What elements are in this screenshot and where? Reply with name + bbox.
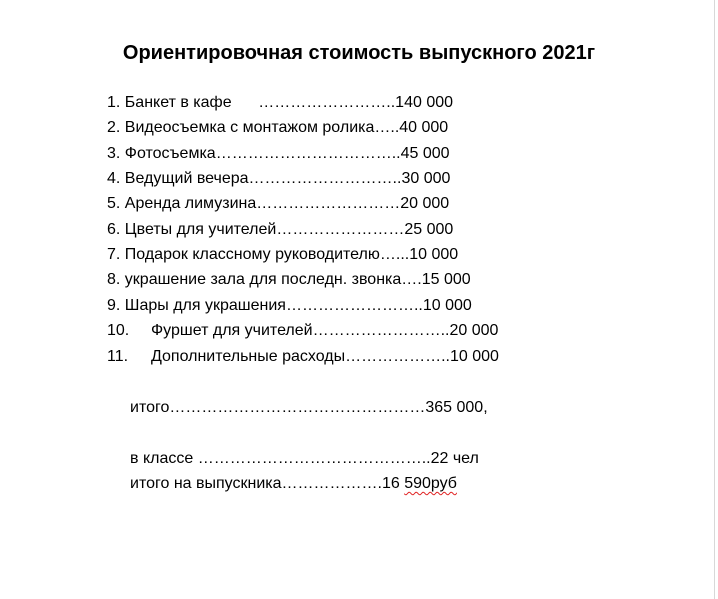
list-item-text: Шары для украшения……………………..10 000 <box>124 297 472 314</box>
list-item <box>107 220 453 240</box>
list-item-text: Подарок классному руководителю…...10 000 <box>124 246 459 263</box>
document-title: Ориентировочная стоимость выпускного 2021г <box>122 42 596 64</box>
list-item-number: 6. <box>107 221 121 238</box>
per-graduate-label: итого на выпускника……………….16 <box>130 475 405 492</box>
list-item <box>107 118 448 138</box>
list-item-text: Банкет в кафе ……………………..140 000 <box>124 94 454 111</box>
per-graduate-line <box>130 474 457 494</box>
list-item-number: 3. <box>107 145 121 162</box>
list-item <box>107 321 498 341</box>
list-item-number: 8. <box>107 271 121 288</box>
list-item <box>107 245 458 265</box>
total-line: итого…………………………………………365 000, <box>130 399 488 416</box>
list-item-number: 9. <box>107 297 121 314</box>
list-item <box>107 169 450 189</box>
list-item-number: 7. <box>107 246 121 263</box>
list-item-number: 4. <box>107 170 121 187</box>
class-size-line: в классе ……………………………………..22 чел <box>130 450 479 467</box>
list-item-number: 5. <box>107 195 121 212</box>
list-item-text: Фуршет для учителей……………………..20 000 <box>151 322 499 339</box>
list-item-text: Цветы для учителей……………………25 000 <box>124 221 454 238</box>
list-item-text: Дополнительные расходы………………..10 000 <box>151 348 499 365</box>
list-item-number: 2. <box>107 119 121 136</box>
list-item-number: 10. <box>107 322 130 339</box>
page-edge-line <box>714 0 715 599</box>
list-item-text: Ведущий вечера………………………..30 000 <box>124 170 451 187</box>
list-item-text: украшение зала для последн. звонка….15 000 <box>124 271 471 288</box>
list-item <box>107 194 449 214</box>
list-item <box>107 296 472 316</box>
list-item <box>107 144 450 164</box>
list-item-text: Аренда лимузина………………………20 000 <box>124 195 450 212</box>
list-item-text: Видеосъемка с монтажом ролика…..40 000 <box>124 119 449 136</box>
list-item-text: Фотосъемка……………………………..45 000 <box>124 145 450 162</box>
list-item-number: 1. <box>107 94 121 111</box>
list-item <box>107 93 453 113</box>
list-item <box>107 270 471 290</box>
per-graduate-amount: 590руб <box>404 475 457 492</box>
list-item-number: 11. <box>107 348 129 365</box>
list-item <box>107 347 499 367</box>
